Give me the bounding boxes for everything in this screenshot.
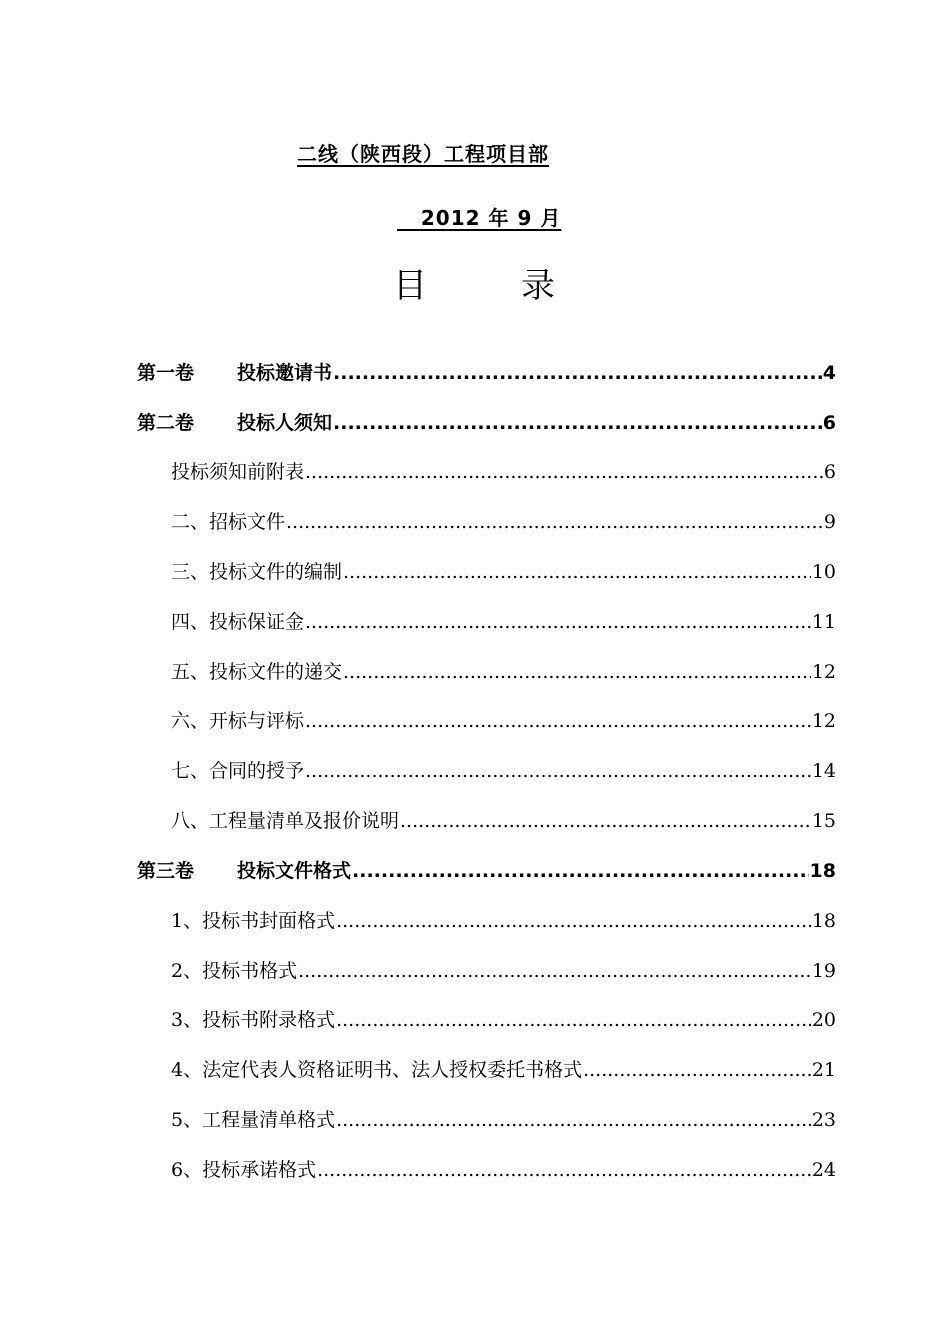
toc-dot-leader (336, 1009, 811, 1031)
toc-dot-leader (343, 661, 811, 683)
toc-entry-title: 投标文件格式 (237, 860, 352, 882)
toc-entry[interactable] (171, 706, 836, 734)
toc-volume-label: 第二卷 (137, 412, 195, 434)
toc-entry-title: 三、投标文件的编制 (171, 561, 343, 583)
toc-dot-leader (298, 960, 811, 982)
toc-dot-leader (305, 760, 811, 782)
toc-page-number: 18 (811, 910, 836, 932)
toc-entry[interactable] (171, 457, 836, 485)
toc-volume-label: 第三卷 (137, 860, 195, 882)
date-line: 2012 年 9 月 (397, 206, 562, 230)
toc-entry[interactable] (171, 1105, 836, 1133)
toc-dot-leader (343, 561, 811, 583)
toc-page-number: 20 (811, 1009, 836, 1031)
toc-title-char-2: 录 (521, 266, 557, 306)
toc-dot-leader (317, 1159, 811, 1181)
toc-entry-vol3[interactable] (137, 856, 836, 884)
toc-entry[interactable] (171, 1055, 836, 1083)
toc-page-number: 12 (811, 661, 836, 683)
toc-dot-leader (352, 860, 809, 882)
toc-dot-leader (583, 1059, 811, 1081)
toc-entry[interactable] (171, 1155, 836, 1183)
toc-page-number: 19 (811, 960, 836, 982)
toc-page-number: 24 (811, 1159, 836, 1181)
toc-page-number: 15 (811, 810, 836, 832)
toc-entry-title: 3、投标书附录格式 (171, 1009, 336, 1031)
toc-entry-title: 2、投标书格式 (171, 960, 298, 982)
toc-dot-leader (305, 611, 811, 633)
toc-page-number: 6 (822, 412, 836, 434)
toc-entry-title: 六、开标与评标 (171, 710, 305, 732)
toc-entry[interactable] (171, 806, 836, 834)
toc-entry[interactable] (171, 657, 836, 685)
toc-entry-title: 6、投标承诺格式 (171, 1159, 317, 1181)
toc-dot-leader (333, 362, 822, 384)
toc-dot-leader (305, 461, 823, 483)
toc-entry-title: 四、投标保证金 (171, 611, 305, 633)
toc-entry-title: 投标邀请书 (237, 362, 333, 384)
toc-entry-title: 八、工程量清单及报价说明 (171, 810, 400, 832)
toc-dot-leader (400, 810, 811, 832)
toc-entry-title: 5、工程量清单格式 (171, 1109, 336, 1131)
toc-page-number: 10 (811, 561, 836, 583)
toc-entry[interactable] (171, 906, 836, 934)
toc-volume-label: 第一卷 (137, 362, 195, 384)
toc-page-number: 14 (811, 760, 836, 782)
toc-entry-vol1[interactable] (137, 358, 836, 386)
toc-entry[interactable] (171, 507, 836, 535)
toc-dot-leader (333, 412, 822, 434)
toc-page-number: 11 (811, 611, 836, 633)
toc-entry[interactable] (171, 557, 836, 585)
toc-page-number: 21 (811, 1059, 836, 1081)
toc-page-number: 23 (811, 1109, 836, 1131)
toc-entry-title: 1、投标书封面格式 (171, 910, 336, 932)
toc-page-number: 4 (822, 362, 836, 384)
toc-entry[interactable] (171, 756, 836, 784)
toc-entry-title: 七、合同的授予 (171, 760, 305, 782)
toc-entry-title: 4、法定代表人资格证明书、法人授权委托书格式 (171, 1059, 583, 1081)
toc-dot-leader (336, 910, 811, 932)
toc-entry-title: 五、投标文件的递交 (171, 661, 343, 683)
toc-page-number: 18 (809, 860, 836, 882)
toc-entry[interactable] (171, 607, 836, 635)
toc-title-char-1: 目 (393, 266, 429, 306)
toc-dot-leader (305, 710, 811, 732)
toc-entry-title: 投标人须知 (237, 412, 333, 434)
toc-page-number: 9 (823, 511, 836, 533)
toc-page-number: 12 (811, 710, 836, 732)
toc-entry[interactable] (171, 1005, 836, 1033)
toc-entry[interactable] (171, 956, 836, 984)
toc-entry-title: 投标须知前附表 (171, 461, 305, 483)
toc-entry-vol2[interactable] (137, 408, 836, 436)
toc-entry-title: 二、招标文件 (171, 511, 286, 533)
toc-page-number: 6 (823, 461, 836, 483)
toc-dot-leader (286, 511, 823, 533)
organization-line: 二线（陕西段）工程项目部 (297, 142, 549, 166)
toc-title (0, 258, 950, 307)
toc-dot-leader (336, 1109, 811, 1131)
